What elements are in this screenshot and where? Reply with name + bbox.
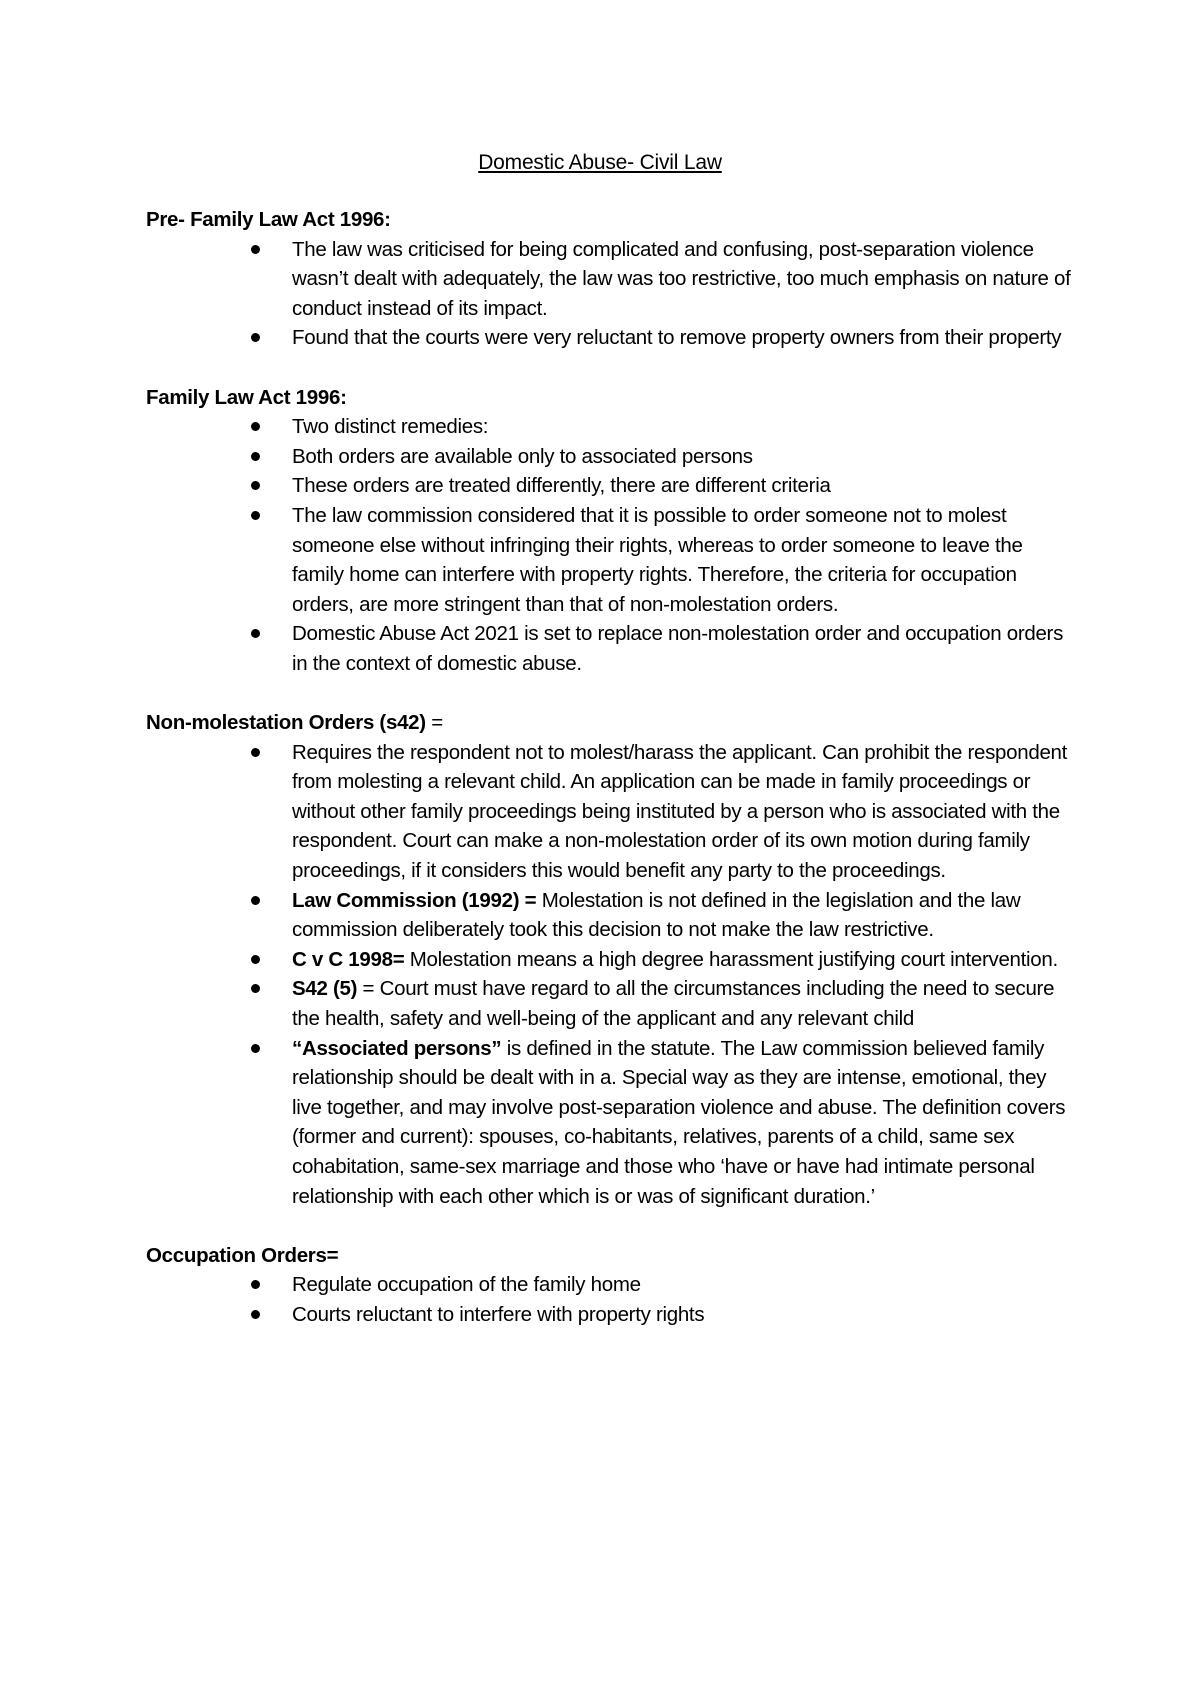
document-body: [146, 205, 1076, 1359]
section-family-law-act: [146, 383, 1076, 679]
document-title: Domestic Abuse- Civil Law: [478, 151, 722, 174]
list-item-text: The law commission considered that it is possible to order someone not to molest someone else without infringing their rights, whereas to order someone to leave the family home can interfere with property rights. Therefore, the criteria for occupation orders, are more stringent than that of non-molestation orders.: [292, 503, 1023, 616]
bullet-list: [146, 412, 1076, 678]
bullet-list: [146, 738, 1076, 1212]
list-item-text: These orders are treated differently, there are different criteria: [292, 474, 831, 498]
list-item-text: Regulate occupation of the family home: [292, 1273, 641, 1297]
list-item-text: Two distinct remedies:: [292, 415, 489, 439]
list-item: [146, 886, 1076, 945]
bullet-icon: [251, 1280, 260, 1289]
list-item: [146, 945, 1076, 975]
bullet-icon: [251, 481, 260, 490]
bullet-icon: [251, 896, 260, 905]
bullet-icon: [251, 955, 260, 964]
bullet-icon: [251, 422, 260, 431]
bullet-icon: [251, 511, 260, 520]
list-item-text: Found that the courts were very reluctant to remove property owners from their property: [292, 326, 1062, 350]
section-non-molestation-orders: [146, 708, 1076, 1211]
bullet-icon: [251, 245, 260, 254]
list-item: [146, 619, 1076, 678]
list-item-lead: Law Commission (1992) =: [292, 888, 537, 912]
list-item: [146, 412, 1076, 442]
list-item-text: = Court must have regard to all the circumstances including the need to secure the health, safety and well-being of the applicant and any relevant child: [292, 977, 1055, 1031]
bullet-icon: [251, 984, 260, 993]
list-item: [146, 974, 1076, 1033]
list-item-text: Molestation means a high degree harassment justifying court intervention.: [404, 947, 1058, 971]
section-heading: [146, 708, 1076, 738]
list-item: [146, 1034, 1076, 1212]
list-item-text: is defined in the statute. The Law commission believed family relationship should be dealt with in a. Special way as they are intense, emotional, they live together, and may involve post-separation violence and abuse. The definition covers (former and current): spouses, co-habitants, relatives, parents of a child, same sex cohabitation, same-sex marriage and those who ‘have or have had intimate personal relationship with each other which is or was of significant duration.’: [292, 1036, 1066, 1208]
bullet-icon: [251, 629, 260, 638]
list-item: [146, 1270, 1076, 1300]
list-item: [146, 323, 1076, 353]
list-item: [146, 442, 1076, 472]
list-item-text: Both orders are available only to associated persons: [292, 444, 753, 468]
bullet-icon: [251, 1310, 260, 1319]
section-heading: Pre- Family Law Act 1996:: [146, 208, 391, 231]
list-item-text: Requires the respondent not to molest/harass the applicant. Can prohibit the respondent from molesting a relevant child. An application can be made in family proceedings or without other family proceedings being instituted by a person who is associated with the respondent. Court can make a non-molestation order of its own motion during family proceedings, if it considers this would benefit any party to the proceedings.: [292, 740, 1068, 883]
list-item: [146, 1300, 1076, 1330]
list-item-lead: S42 (5): [292, 977, 358, 1001]
list-item-text: Courts reluctant to interfere with property rights: [292, 1302, 705, 1326]
list-item-text: Domestic Abuse Act 2021 is set to replace non-molestation order and occupation orders in the context of domestic abuse.: [292, 622, 1064, 675]
list-item-text: The law was criticised for being complicated and confusing, post-separation violence wasn’t dealt with adequately, the law was too restrictive, too much emphasis on nature of conduct instead of its impact.: [292, 237, 1071, 320]
list-item-text: Molestation is not defined in the legislation and the law commission deliberately took this decision to not make the law restrictive.: [292, 888, 1021, 942]
bullet-icon: [251, 452, 260, 461]
list-item-lead: “Associated persons”: [292, 1036, 502, 1060]
bullet-icon: [251, 1044, 260, 1053]
list-item: [146, 738, 1076, 886]
section-heading: Family Law Act 1996:: [146, 385, 347, 409]
list-item: [146, 501, 1076, 619]
section-heading-suffix: =: [425, 711, 443, 735]
bullet-list: [146, 235, 1076, 353]
bullet-list: [146, 1270, 1076, 1329]
bullet-icon: [251, 748, 260, 757]
bullet-icon: [251, 333, 260, 342]
section-occupation-orders: [146, 1241, 1076, 1330]
section-heading-text: Non-molestation Orders (s42): [146, 711, 426, 735]
section-pre-family-law-act: [146, 205, 1076, 353]
list-item-lead: C v C 1998=: [292, 947, 405, 971]
list-item: [146, 471, 1076, 501]
section-heading: Occupation Orders=: [146, 1243, 339, 1267]
list-item: [146, 235, 1076, 324]
